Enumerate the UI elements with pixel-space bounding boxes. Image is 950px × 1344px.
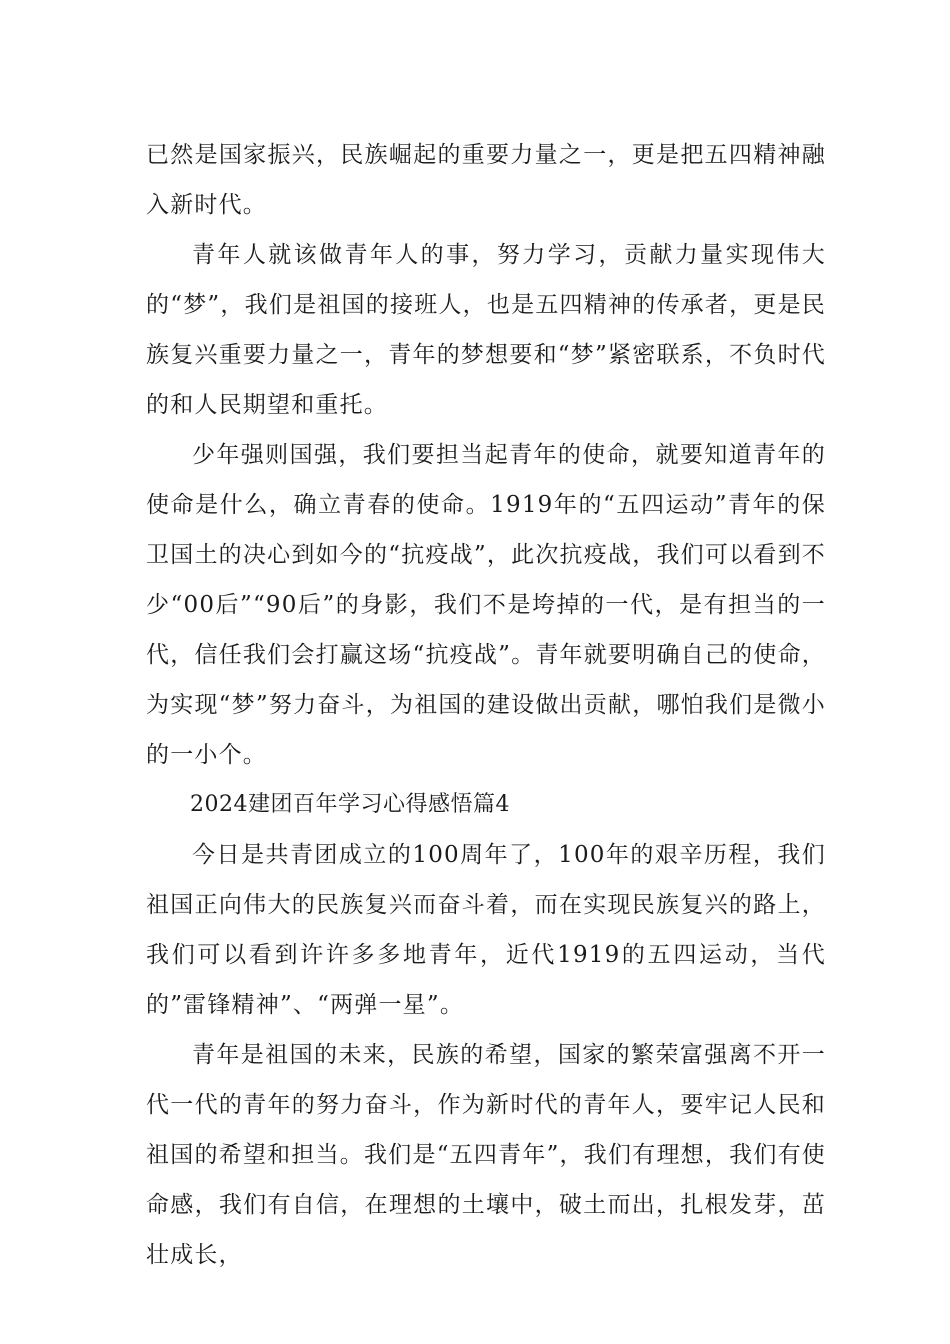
section-heading: 2024建团百年学习心得感悟篇4 — [190, 792, 510, 817]
paragraph-youth-duty: 青年人就该做青年人的事，努力学习，贡献力量实现伟大的“梦”，我们是祖国的接班人，也是五四精神的传承者，更是民族复兴重要力量之一，青年的梦想要和“梦”紧密联系，不负时代的和人民期望和重托。 — [146, 242, 826, 418]
paragraph-youth-mission: 少年强则国强，我们要担当起青年的使命，就要知道青年的使命是什么，确立青春的使命。1919年的“五四运动”青年的保卫国土的决心到如今的“抗疫战”，此次抗疫战，我们可以看到不少“00后”“90后”的身影，我们不是垮掉的一代，是有担当的一代，信任我们会打赢这场“抗疫战”。青年就要明确自己的使命，为实现“梦”努力奋斗，为祖国的建设做出贡献，哪怕我们是微小的一小个。 — [146, 442, 826, 768]
paragraph-continuation: 已然是国家振兴，民族崛起的重要力量之一，更是把五四精神融入新时代。 — [146, 142, 826, 218]
paragraph-centenary: 今日是共青团成立的100周年了，100年的艰辛历程，我们祖国正向伟大的民族复兴而奋斗着，而在实现民族复兴的路上，我们可以看到许许多多地青年，近代1919的五四运动，当代的”雷锋精神”、“两弹一星”。 — [146, 842, 826, 1018]
paragraph-future: 青年是祖国的未来，民族的希望，国家的繁荣富强离不开一代一代的青年的努力奋斗，作为新时代的青年人，要牢记人民和祖国的希望和担当。我们是“五四青年”，我们有理想，我们有使命感，我们有自信，在理想的土壤中，破土而出，扎根发芽，茁壮成长， — [146, 1042, 826, 1268]
document-body — [146, 130, 826, 1280]
